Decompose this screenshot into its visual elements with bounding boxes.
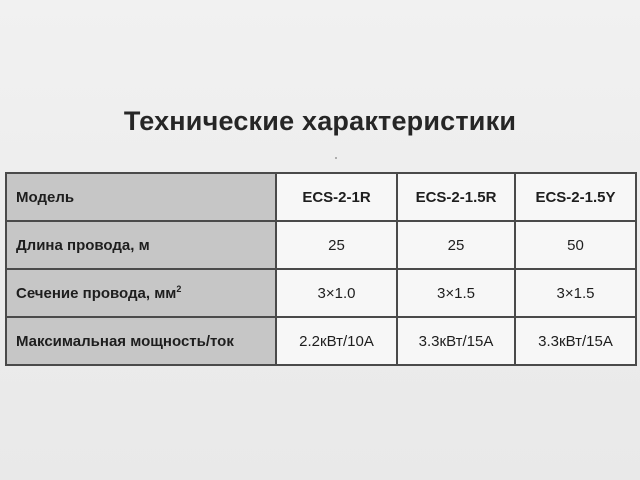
row-label-cable-length: Длина провода, м <box>6 221 276 269</box>
max-power-cell-1: 2.2кВт/10А <box>276 317 397 365</box>
cross-section-cell-1: 3×1.0 <box>276 269 397 317</box>
cable-length-cell-3: 50 <box>515 221 636 269</box>
row-label-cross-section <box>6 269 276 317</box>
row-label-model: Модель <box>6 173 276 221</box>
model-cell-3: ECS-2-1.5Y <box>515 173 636 221</box>
max-power-cell-2: 3.3кВт/15А <box>397 317 515 365</box>
cross-section-label-text: Сечение провода, мм <box>16 284 177 302</box>
print-speck <box>335 157 337 159</box>
cross-section-cell-2: 3×1.5 <box>397 269 515 317</box>
row-label-max-power: Максимальная мощность/ток <box>6 317 276 365</box>
table-row-model <box>6 173 636 221</box>
model-cell-1: ECS-2-1R <box>276 173 397 221</box>
cross-section-label-superscript: 2 <box>176 283 182 294</box>
cable-length-cell-2: 25 <box>397 221 515 269</box>
table-row-max-power <box>6 317 636 365</box>
cross-section-cell-3: 3×1.5 <box>515 269 636 317</box>
max-power-cell-3: 3.3кВт/15А <box>515 317 636 365</box>
cable-length-cell-1: 25 <box>276 221 397 269</box>
specs-table <box>5 172 637 366</box>
model-cell-2: ECS-2-1.5R <box>397 173 515 221</box>
table-row-cross-section <box>6 269 636 317</box>
page-title: Технические характеристики <box>123 106 517 136</box>
table-row-cable-length <box>6 221 636 269</box>
